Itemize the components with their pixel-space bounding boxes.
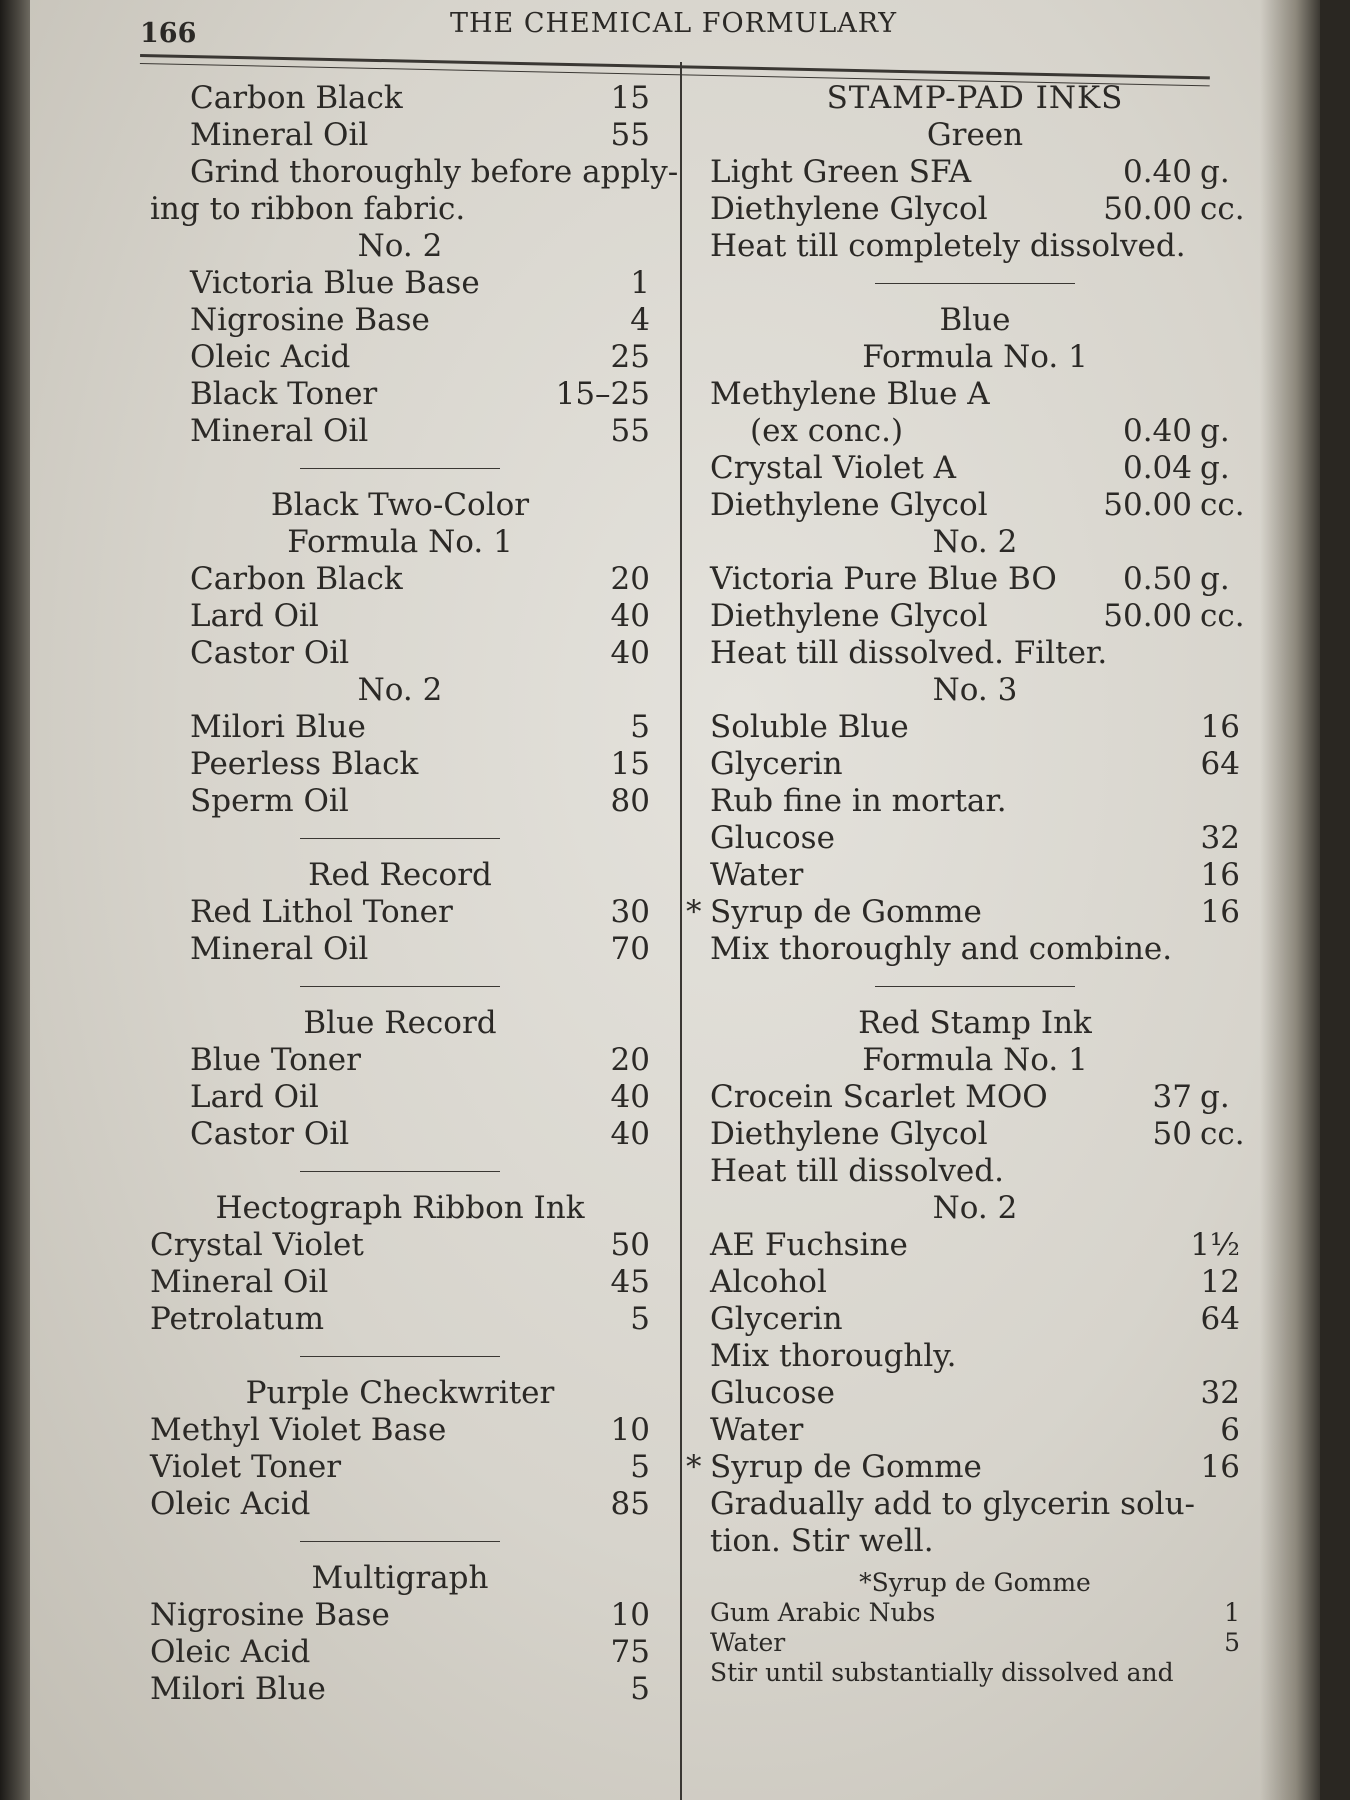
page-header xyxy=(140,8,1180,48)
red-record-section xyxy=(150,857,650,968)
ingredient-row: Water 6 xyxy=(710,1412,1240,1448)
instruction-text: Heat till dissolved. Filter. xyxy=(710,635,1108,671)
section-title: Black Two-Color xyxy=(270,487,530,523)
section-title: Blue xyxy=(939,302,1011,338)
formula-heading: Formula No. 1 xyxy=(862,339,1088,375)
multigraph-section xyxy=(150,1560,650,1708)
black-two-color-section xyxy=(150,487,650,820)
section-title: Red Stamp Ink xyxy=(858,1005,1092,1041)
left-column xyxy=(150,80,679,1708)
green-section xyxy=(710,117,1245,265)
formula-heading: No. 2 xyxy=(932,1190,1018,1226)
section-divider xyxy=(875,986,1075,987)
ingredient-row: Crocein Scarlet MOO 37 g. xyxy=(710,1079,1230,1115)
ingredient-row: * Syrup de Gomme 16 xyxy=(686,894,1240,930)
section-title: Hectograph Ribbon Ink xyxy=(215,1190,585,1226)
ingredient-row: Diethylene Glycol 50.00 cc. xyxy=(710,598,1245,634)
ingredient-row: Violet Toner 5 xyxy=(150,1449,650,1485)
instruction-text: Stir until substantially dissolved and xyxy=(710,1658,1174,1687)
running-title: THE CHEMICAL FORMULARY xyxy=(450,8,898,39)
ingredient-row: Lard Oil 40 xyxy=(190,1079,650,1115)
instruction-text: Heat till completely dissolved. xyxy=(710,228,1186,264)
ingredient-row: Glycerin 64 xyxy=(710,1301,1240,1337)
ingredient-row: Alcohol 12 xyxy=(710,1264,1240,1300)
ingredient-row: Oleic Acid 25 xyxy=(190,339,650,375)
section-title: Blue Record xyxy=(303,1005,497,1041)
ingredient-row: Victoria Pure Blue BO 0.50 g. xyxy=(710,561,1230,597)
instruction-text: tion. Stir well. xyxy=(710,1523,934,1559)
ingredient-row: Blue Toner 20 xyxy=(190,1042,650,1078)
instruction-text: Rub fine in mortar. xyxy=(710,783,1007,819)
ingredient-row: Mineral Oil 70 xyxy=(190,931,650,967)
right-column xyxy=(686,80,1245,1688)
ingredient-row: Castor Oil 40 xyxy=(190,635,650,671)
ingredient-row: Crystal Violet A 0.04 g. xyxy=(710,450,1230,486)
ingredient-row: Water 5 xyxy=(710,1628,1240,1657)
ingredient-row: Methyl Violet Base 10 xyxy=(150,1412,650,1448)
formula-heading: Green xyxy=(926,117,1024,153)
instruction-text: Gradually add to glycerin solu- xyxy=(710,1486,1196,1522)
ingredient-row: Nigrosine Base 4 xyxy=(190,302,650,338)
ingredient-row: Mineral Oil 45 xyxy=(150,1264,650,1300)
ingredient-row: * Syrup de Gomme 16 xyxy=(686,1449,1240,1485)
section-title: STAMP-PAD INKS xyxy=(826,80,1124,116)
ingredient-row: Carbon Black 15 xyxy=(190,80,650,116)
ingredient-row: Light Green SFA 0.40 g. xyxy=(710,154,1230,190)
ingredient-row: Milori Blue 5 xyxy=(150,1671,650,1707)
hectograph-section xyxy=(150,1190,650,1338)
section-divider xyxy=(300,468,500,469)
ingredient-row: Mineral Oil 55 xyxy=(190,117,650,153)
ingredient-row: Diethylene Glycol 50.00 cc. xyxy=(710,191,1245,227)
ingredient-row: Mineral Oil 55 xyxy=(190,413,650,449)
ingredient-row: Carbon Black 20 xyxy=(190,561,650,597)
purple-checkwriter-section xyxy=(150,1375,650,1523)
formula-heading: Formula No. 1 xyxy=(287,524,513,560)
instruction-text: Grind thoroughly before apply- xyxy=(190,154,679,190)
ingredient-row: Oleic Acid 85 xyxy=(150,1486,650,1522)
ingredient-row: Gum Arabic Nubs 1 xyxy=(710,1598,1240,1627)
red-stamp-ink-section xyxy=(686,1005,1245,1560)
ingredient-row: (ex conc.) 0.40 g. xyxy=(750,413,1230,449)
ingredient-row: Diethylene Glycol 50.00 cc. xyxy=(710,487,1245,523)
ingredient-row: Glycerin 64 xyxy=(710,746,1240,782)
section-divider xyxy=(300,1356,500,1357)
ingredient-row: Nigrosine Base 10 xyxy=(150,1597,650,1633)
ingredient-row: Red Lithol Toner 30 xyxy=(190,894,650,930)
instruction-text: Heat till dissolved. xyxy=(710,1153,1004,1189)
ingredient-row: Milori Blue 5 xyxy=(190,709,650,745)
footnote-marker: * xyxy=(686,894,702,930)
page-right-shadow xyxy=(1260,0,1320,1800)
book-gutter xyxy=(0,0,30,1800)
ingredient-row: Glucose 32 xyxy=(710,820,1240,856)
ingredient-row: Lard Oil 40 xyxy=(190,598,650,634)
section-title: Multigraph xyxy=(311,1560,489,1596)
formula-heading: No. 2 xyxy=(357,228,443,264)
section-title: Purple Checkwriter xyxy=(245,1375,555,1411)
section-divider xyxy=(300,986,500,987)
ingredient-row: Oleic Acid 75 xyxy=(150,1634,650,1670)
syrup-footnote xyxy=(710,1568,1240,1688)
ingredient-name: Methylene Blue A xyxy=(710,376,990,412)
formula-heading: No. 3 xyxy=(932,672,1018,708)
section-divider xyxy=(300,1171,500,1172)
section-divider xyxy=(875,283,1075,284)
formula-heading: Formula No. 1 xyxy=(862,1042,1088,1078)
formula-continued xyxy=(150,80,679,450)
ingredient-row: Diethylene Glycol 50 cc. xyxy=(710,1116,1245,1152)
blue-section xyxy=(686,302,1245,968)
section-title: Red Record xyxy=(308,857,492,893)
ingredient-row: Petrolatum 5 xyxy=(150,1301,650,1337)
blue-record-section xyxy=(150,1005,650,1153)
ingredient-row: Castor Oil 40 xyxy=(190,1116,650,1152)
ingredient-row: Soluble Blue 16 xyxy=(710,709,1240,745)
ingredient-row: Victoria Blue Base 1 xyxy=(190,265,650,301)
ingredient-row: Sperm Oil 80 xyxy=(190,783,650,819)
ingredient-row: Black Toner 15–25 xyxy=(190,376,650,412)
page-number: 166 xyxy=(140,18,197,49)
book-page xyxy=(30,0,1320,1800)
ingredient-row: AE Fuchsine 1½ xyxy=(710,1227,1240,1263)
footnote-marker: * xyxy=(686,1449,702,1485)
instruction-text: Mix thoroughly and combine. xyxy=(710,931,1173,967)
ingredient-row: Crystal Violet 50 xyxy=(150,1227,650,1263)
instruction-text: ing to ribbon fabric. xyxy=(150,191,466,227)
formula-heading: No. 2 xyxy=(932,524,1018,560)
instruction-text: Mix thoroughly. xyxy=(710,1338,957,1374)
ingredient-row: Peerless Black 15 xyxy=(190,746,650,782)
section-divider xyxy=(300,1541,500,1542)
footnote-title: *Syrup de Gomme xyxy=(859,1568,1091,1597)
section-divider xyxy=(300,838,500,839)
formula-heading: No. 2 xyxy=(357,672,443,708)
ingredient-row: Water 16 xyxy=(710,857,1240,893)
column-divider xyxy=(680,62,682,1800)
ingredient-row: Glucose 32 xyxy=(710,1375,1240,1411)
